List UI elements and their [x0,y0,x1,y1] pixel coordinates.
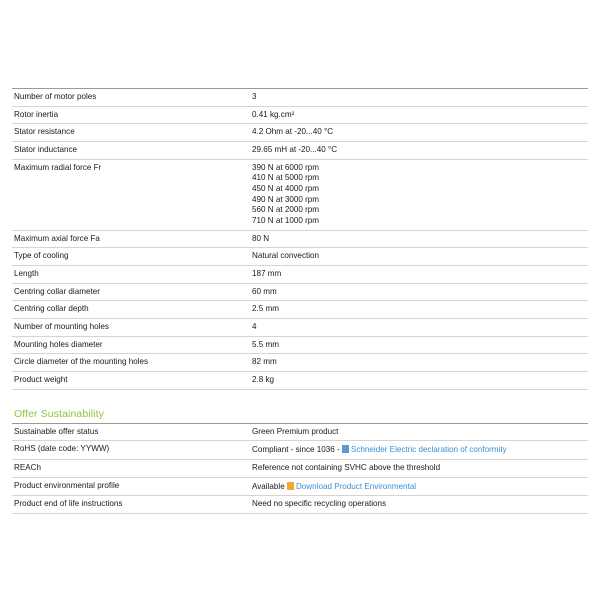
spec-label: Rotor inertia [12,106,250,124]
spec-label: Stator inductance [12,142,250,160]
document-icon [287,482,294,490]
spec-label: Stator resistance [12,124,250,142]
spec-value: Reference not containing SVHC above the threshold [250,460,588,478]
spec-value: 82 mm [250,354,588,372]
spec-value: 187 mm [250,266,588,284]
table-row [12,142,588,160]
spec-value: Green Premium product [250,423,588,441]
spec-label: Maximum axial force Fa [12,230,250,248]
table-row [12,106,588,124]
spec-label: Maximum radial force Fr [12,159,250,230]
table-row [12,496,588,514]
table-row [12,336,588,354]
spec-label: RoHS (date code: YYWW) [12,441,250,460]
spec-value: Need no specific recycling operations [250,496,588,514]
spec-value-item: 490 N at 3000 rpm [252,194,320,204]
spec-value-item: 710 N at 1000 rpm [252,216,320,226]
spec-label: Product end of life instructions [12,496,250,514]
table-row [12,423,588,441]
table-row [12,159,588,230]
spec-value: 2.5 mm [250,301,588,319]
table-row [12,266,588,284]
table-row [12,89,588,107]
spec-value: Natural convection [250,248,588,266]
spec-label: Centring collar diameter [12,283,250,301]
spec-value-item: 410 N at 5000 rpm [252,173,320,183]
table-row [12,283,588,301]
product-environmental-profile-link[interactable]: Download Product Environmental [295,481,417,491]
spec-label: Number of mounting holes [12,319,250,337]
spec-label: REACh [12,460,250,478]
spec-value-item: 450 N at 4000 rpm [252,184,320,194]
spec-label: Sustainable offer status [12,423,250,441]
spec-value: 5.5 mm [250,336,588,354]
spec-label: Number of motor poles [12,89,250,107]
spec-value: 4.2 Ohm at -20...40 °C [250,124,588,142]
spec-value: 4 [250,319,588,337]
spec-label: Type of cooling [12,248,250,266]
spec-label: Mounting holes diameter [12,336,250,354]
spec-value-item: 560 N at 2000 rpm [252,205,320,215]
section-heading-sustainability: Offer Sustainability [14,407,104,420]
table-row [12,230,588,248]
document-icon [342,445,349,453]
spec-value [250,441,588,460]
table-row [12,477,588,496]
table-row [12,248,588,266]
table-row [12,460,588,478]
spec-value: 3 [250,89,588,107]
spec-value: 80 N [250,230,588,248]
spec-value: 0.41 kg.cm² [250,106,588,124]
spec-value [250,477,588,496]
spec-label: Centring collar depth [12,301,250,319]
spec-label: Product environmental profile [12,477,250,496]
spec-label: Length [12,266,250,284]
sustainability-table [12,423,588,514]
spec-value-list [250,159,588,230]
table-row [12,319,588,337]
table-row [12,354,588,372]
specifications-table [12,88,588,390]
spec-value-item: 390 N at 6000 rpm [252,162,320,172]
spec-value: 2.8 kg [250,372,588,390]
availability-text: Available [252,481,287,491]
spec-value: 29.65 mH at -20...40 °C [250,142,588,160]
spec-label: Product weight [12,372,250,390]
declaration-of-conformity-link[interactable]: Schneider Electric declaration of conformity [350,445,507,455]
table-row [12,124,588,142]
spec-value: 60 mm [250,283,588,301]
table-row [12,301,588,319]
rohs-compliance-text: Compliant - since 1036 - [252,445,342,455]
spec-label: Circle diameter of the mounting holes [12,354,250,372]
table-row [12,372,588,390]
table-row [12,441,588,460]
